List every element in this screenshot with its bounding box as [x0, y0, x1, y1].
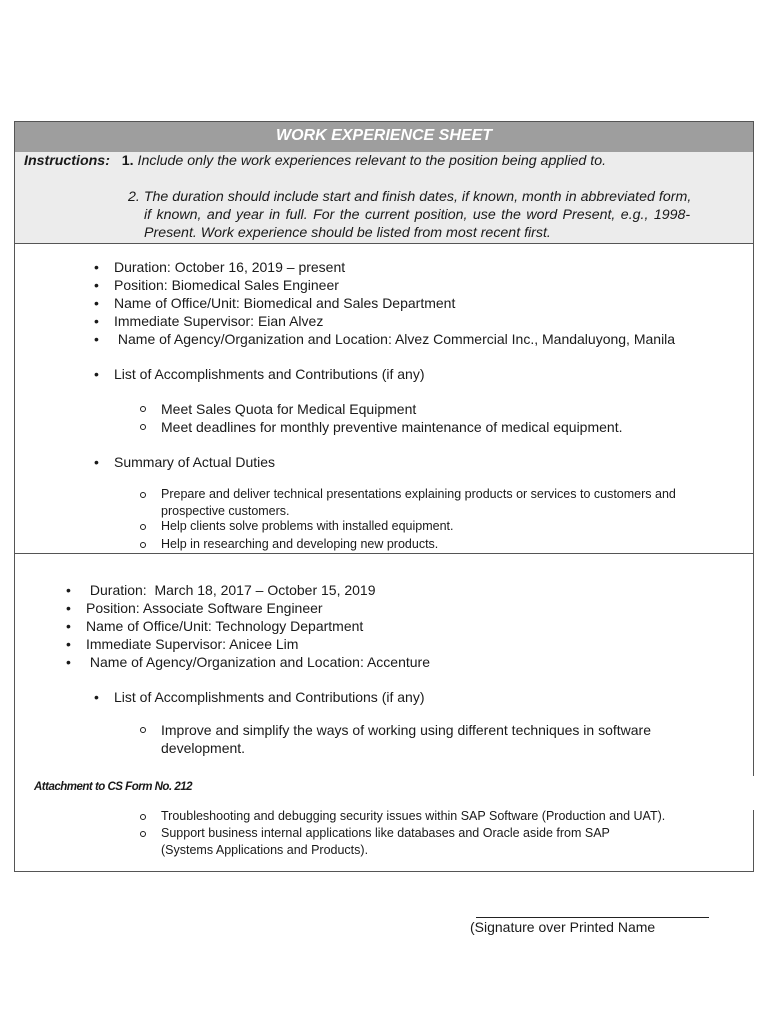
exp1-accomplishment-item: Meet deadlines for monthly preventive maintenance of medical equipment.	[161, 419, 623, 435]
exp2-office: • Name of Office/Unit: Technology Department	[86, 617, 363, 635]
exp2-position: • Position: Associate Software Engineer	[86, 599, 323, 617]
sheet-title-bar	[14, 121, 754, 153]
exp2-accomplishment-item: Improve and simplify the ways of working using different techniques in software	[161, 722, 651, 738]
instructions-label: Instructions:	[24, 153, 110, 169]
exp1-office: • Name of Office/Unit: Biomedical and Sales Department	[114, 294, 455, 312]
instructions-item1-number: 1.	[121, 153, 134, 169]
exp1-accomplishments-heading: • List of Accomplishments and Contributions (if any)	[114, 365, 424, 383]
exp1-agency: • Name of Agency/Organization and Location: Alvez Commercial Inc., Mandaluyong, Manila	[114, 330, 675, 348]
signature-label: (Signature over Printed Name	[470, 919, 656, 935]
border-gap	[751, 776, 756, 810]
exp2-duration: • Duration: March 18, 2017 – October 15, 2019	[86, 581, 376, 599]
exp1-accomplishment-item: Meet Sales Quota for Medical Equipment	[161, 401, 417, 417]
exp1-duty-item: Prepare and deliver technical presentations explaining products or services to customers and	[161, 487, 676, 501]
attachment-note: Attachment to CS Form No. 212	[34, 781, 193, 793]
exp2-duty-item: Support business internal applications like databases and Oracle aside from SAP	[161, 826, 610, 840]
exp1-duration: • Duration: October 16, 2019 – present	[114, 258, 345, 276]
exp2-duty-item-continued: (Systems Applications and Products).	[161, 843, 369, 857]
exp2-supervisor: • Immediate Supervisor: Anicee Lim	[86, 635, 298, 653]
signature-line	[476, 917, 709, 918]
exp1-duty-item: Help clients solve problems with installed equipment.	[161, 519, 454, 533]
instructions-item1-text: Include only the work experiences relevant to the position being applied to.	[137, 153, 607, 169]
exp2-accomplishment-item-continued: development.	[161, 740, 246, 756]
instructions-item2-line1: 2. The duration should include start and finish dates, if known, month in abbreviated form,	[128, 189, 692, 205]
instructions-item2-line2: if known, and year in full. For the current position, use the word Present, e.g., 1998-	[144, 207, 691, 223]
exp2-accomplishments-heading: • List of Accomplishments and Contributions (if any)	[114, 688, 424, 706]
instructions-item2-line3: Present. Work experience should be listed from most recent first.	[144, 225, 551, 241]
exp2-agency: • Name of Agency/Organization and Location: Accenture	[86, 653, 430, 671]
instructions-line-1	[24, 153, 606, 169]
exp1-position: • Position: Biomedical Sales Engineer	[114, 276, 339, 294]
exp1-supervisor: • Immediate Supervisor: Eian Alvez	[114, 312, 323, 330]
exp1-duties-heading: • Summary of Actual Duties	[114, 453, 275, 471]
sheet-title: WORK EXPERIENCE SHEET	[275, 127, 493, 144]
exp1-duty-item-continued: prospective customers.	[161, 504, 290, 518]
exp1-duty-item: Help in researching and developing new products.	[161, 537, 439, 551]
exp2-duty-item: Troubleshooting and debugging security issues within SAP Software (Production and UAT).	[161, 809, 666, 823]
